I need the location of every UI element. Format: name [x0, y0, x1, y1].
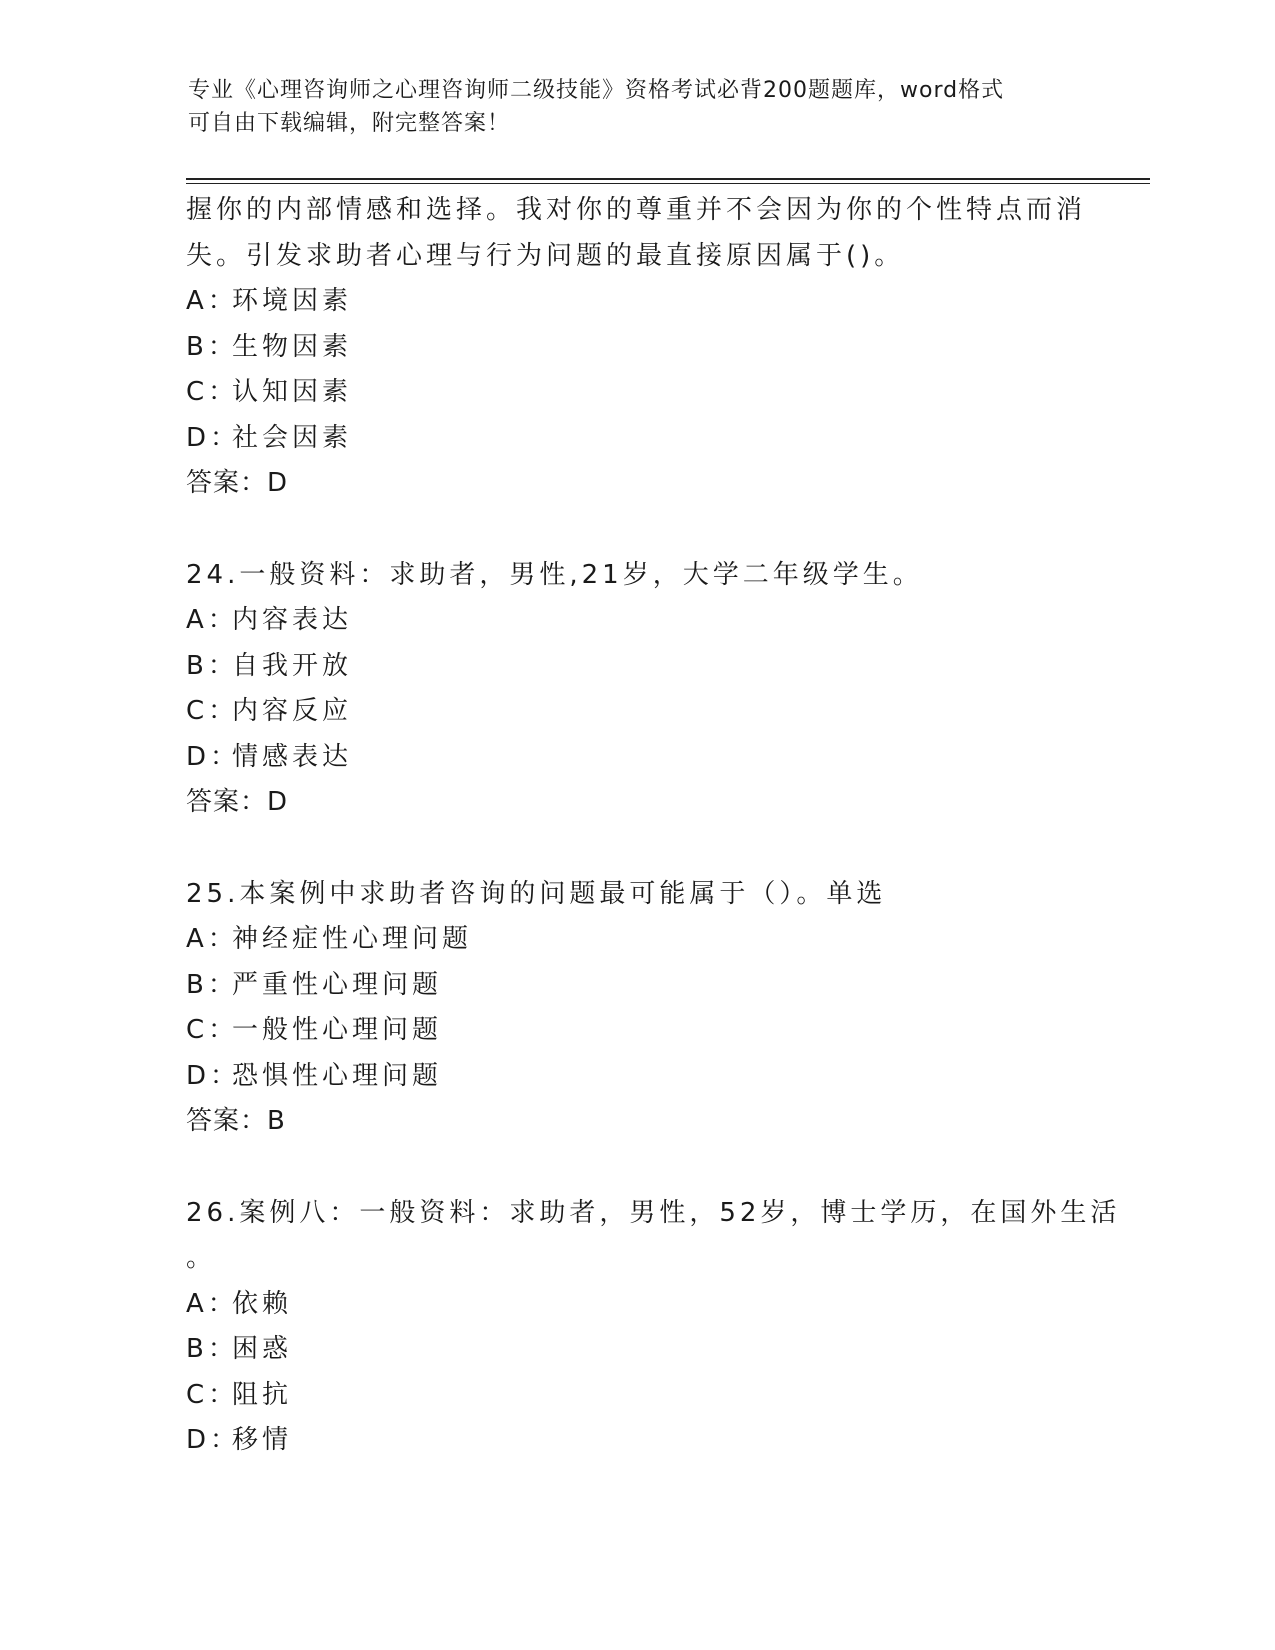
option-text: 恐惧性心理问题 — [232, 1060, 443, 1091]
option-d — [186, 1418, 1086, 1464]
option-a — [186, 279, 1086, 325]
option-letter: C： — [186, 1015, 239, 1045]
option-letter: D： — [186, 1425, 241, 1455]
option-letter: C： — [186, 1379, 239, 1410]
option-c — [186, 1008, 1086, 1054]
option-b — [186, 1327, 1086, 1373]
spacer — [186, 507, 1086, 553]
option-d — [186, 416, 1086, 462]
option-letter: C： — [186, 377, 239, 407]
option-letter: A： — [186, 605, 238, 635]
document-header — [188, 74, 1088, 140]
question-25 — [186, 872, 1086, 1145]
option-d — [186, 735, 1086, 781]
option-text: 内容反应 — [232, 696, 353, 726]
option-text: 环境因素 — [232, 286, 353, 316]
answer-line: 答案：B — [186, 1106, 286, 1136]
option-text: 困惑 — [232, 1334, 293, 1364]
question-text: 。 — [186, 1243, 217, 1273]
header-line-1: 专业《心理咨询师之心理咨询师二级技能》资格考试必背200题题库，word格式 — [188, 78, 1005, 103]
option-d — [186, 1054, 1086, 1100]
option-c — [186, 1373, 1086, 1419]
option-letter: B： — [186, 1334, 238, 1364]
option-text: 严重性心理问题 — [232, 969, 443, 1000]
option-text: 认知因素 — [232, 377, 353, 407]
option-letter: A： — [186, 286, 238, 316]
option-letter: D： — [186, 1060, 241, 1091]
option-letter: A： — [186, 1288, 238, 1319]
option-letter: D： — [186, 741, 241, 772]
question-26 — [186, 1191, 1121, 1464]
option-text: 社会因素 — [232, 422, 353, 453]
option-text: 阻抗 — [232, 1379, 293, 1410]
option-text: 内容表达 — [232, 605, 353, 635]
question-list — [186, 188, 1121, 1464]
option-text: 生物因素 — [232, 331, 353, 362]
option-letter: B： — [186, 650, 238, 681]
option-letter: B： — [186, 969, 238, 1000]
option-b — [186, 325, 1086, 371]
option-letter: A： — [186, 924, 238, 954]
question-text: 25.本案例中求助者咨询的问题最可能属于（）。单选 — [186, 878, 887, 909]
option-letter: D： — [186, 422, 241, 453]
option-text: 移情 — [232, 1425, 293, 1455]
option-letter: B： — [186, 331, 238, 362]
option-c — [186, 370, 1086, 416]
question-24 — [186, 553, 1086, 826]
header-divider-thin — [186, 183, 1150, 184]
answer-line: 答案：D — [186, 468, 289, 498]
option-text: 神经症性心理问题 — [232, 924, 473, 954]
answer-line: 答案：D — [186, 787, 289, 817]
spacer — [186, 826, 1086, 872]
option-b — [186, 963, 1086, 1009]
option-c — [186, 689, 1086, 735]
option-text: 依赖 — [232, 1288, 293, 1319]
question-text: 24.一般资料：求助者，男性,21岁，大学二年级学生。 — [186, 559, 923, 590]
header-line-2: 可自由下载编辑，附完整答案！ — [188, 111, 511, 136]
option-a — [186, 598, 1086, 644]
option-text: 一般性心理问题 — [232, 1015, 443, 1045]
spacer — [186, 1145, 1086, 1191]
option-text: 情感表达 — [232, 741, 353, 772]
question-text: 失。引发求助者心理与行为问题的最直接原因属于()。 — [186, 240, 905, 271]
option-letter: C： — [186, 696, 239, 726]
option-a — [186, 1282, 1086, 1328]
header-divider-thick — [186, 178, 1150, 180]
question-text: 握你的内部情感和选择。我对你的尊重并不会因为你的个性特点而消 — [186, 195, 1087, 225]
option-a — [186, 917, 1086, 963]
option-text: 自我开放 — [232, 650, 353, 681]
question-23 — [186, 188, 1086, 507]
question-text: 26.案例八：一般资料：求助者，男性，52岁，博士学历，在国外生活 — [186, 1197, 1121, 1228]
option-b — [186, 644, 1086, 690]
